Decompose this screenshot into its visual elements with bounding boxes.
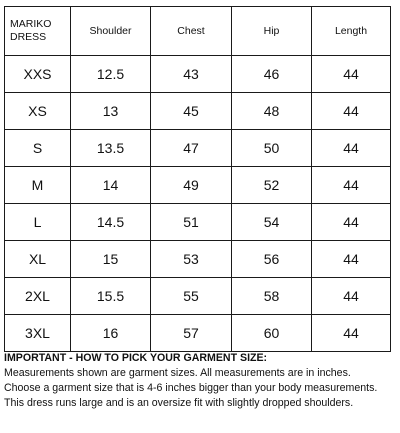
chest-cell: 51 (151, 204, 232, 241)
hip-cell: 56 (232, 241, 312, 278)
shoulder-cell: 14.5 (71, 204, 151, 241)
size-cell: M (5, 167, 71, 204)
length-cell: 44 (312, 130, 391, 167)
size-chart-table (4, 6, 391, 352)
length-cell: 44 (312, 204, 391, 241)
chest-cell: 47 (151, 130, 232, 167)
hip-cell: 48 (232, 93, 312, 130)
length-cell: 44 (312, 278, 391, 315)
table-row (5, 167, 391, 204)
table-header-row (5, 7, 391, 56)
sizing-notes (4, 351, 396, 411)
chest-cell: 53 (151, 241, 232, 278)
column-header-length: Length (312, 7, 391, 56)
column-header-chest: Chest (151, 7, 232, 56)
chest-cell: 43 (151, 56, 232, 93)
shoulder-cell: 13 (71, 93, 151, 130)
notes-line: Measurements shown are garment sizes. All measurements are in inches. (4, 367, 351, 379)
hip-cell: 50 (232, 130, 312, 167)
chest-cell: 55 (151, 278, 232, 315)
shoulder-cell: 12.5 (71, 56, 151, 93)
length-cell: 44 (312, 241, 391, 278)
shoulder-cell: 14 (71, 167, 151, 204)
product-name-line2: DRESS (10, 31, 47, 43)
chest-cell: 49 (151, 167, 232, 204)
length-cell: 44 (312, 56, 391, 93)
column-header-hip: Hip (232, 7, 312, 56)
product-name-line1: MARIKO (10, 18, 52, 30)
shoulder-cell: 15 (71, 241, 151, 278)
chest-cell: 45 (151, 93, 232, 130)
table-row (5, 93, 391, 130)
table-row (5, 204, 391, 241)
notes-line: This dress runs large and is an oversize fit with slightly dropped shoulders. (4, 397, 354, 409)
table-row (5, 315, 391, 352)
column-header-shoulder: Shoulder (71, 7, 151, 56)
size-cell: S (5, 130, 71, 167)
product-name-header (5, 7, 71, 56)
hip-cell: 52 (232, 167, 312, 204)
notes-line: Choose a garment size that is 4-6 inches bigger than your body measurements. (4, 382, 378, 394)
hip-cell: 54 (232, 204, 312, 241)
length-cell: 44 (312, 93, 391, 130)
shoulder-cell: 13.5 (71, 130, 151, 167)
hip-cell: 46 (232, 56, 312, 93)
size-cell: XL (5, 241, 71, 278)
length-cell: 44 (312, 167, 391, 204)
table-row (5, 130, 391, 167)
table-row (5, 56, 391, 93)
hip-cell: 60 (232, 315, 312, 352)
size-cell: 2XL (5, 278, 71, 315)
size-cell: L (5, 204, 71, 241)
notes-heading: IMPORTANT - HOW TO PICK YOUR GARMENT SIZE: (4, 352, 268, 364)
chest-cell: 57 (151, 315, 232, 352)
table-row (5, 278, 391, 315)
shoulder-cell: 16 (71, 315, 151, 352)
shoulder-cell: 15.5 (71, 278, 151, 315)
hip-cell: 58 (232, 278, 312, 315)
size-cell: XXS (5, 56, 71, 93)
table-row (5, 241, 391, 278)
size-cell: XS (5, 93, 71, 130)
length-cell: 44 (312, 315, 391, 352)
size-cell: 3XL (5, 315, 71, 352)
